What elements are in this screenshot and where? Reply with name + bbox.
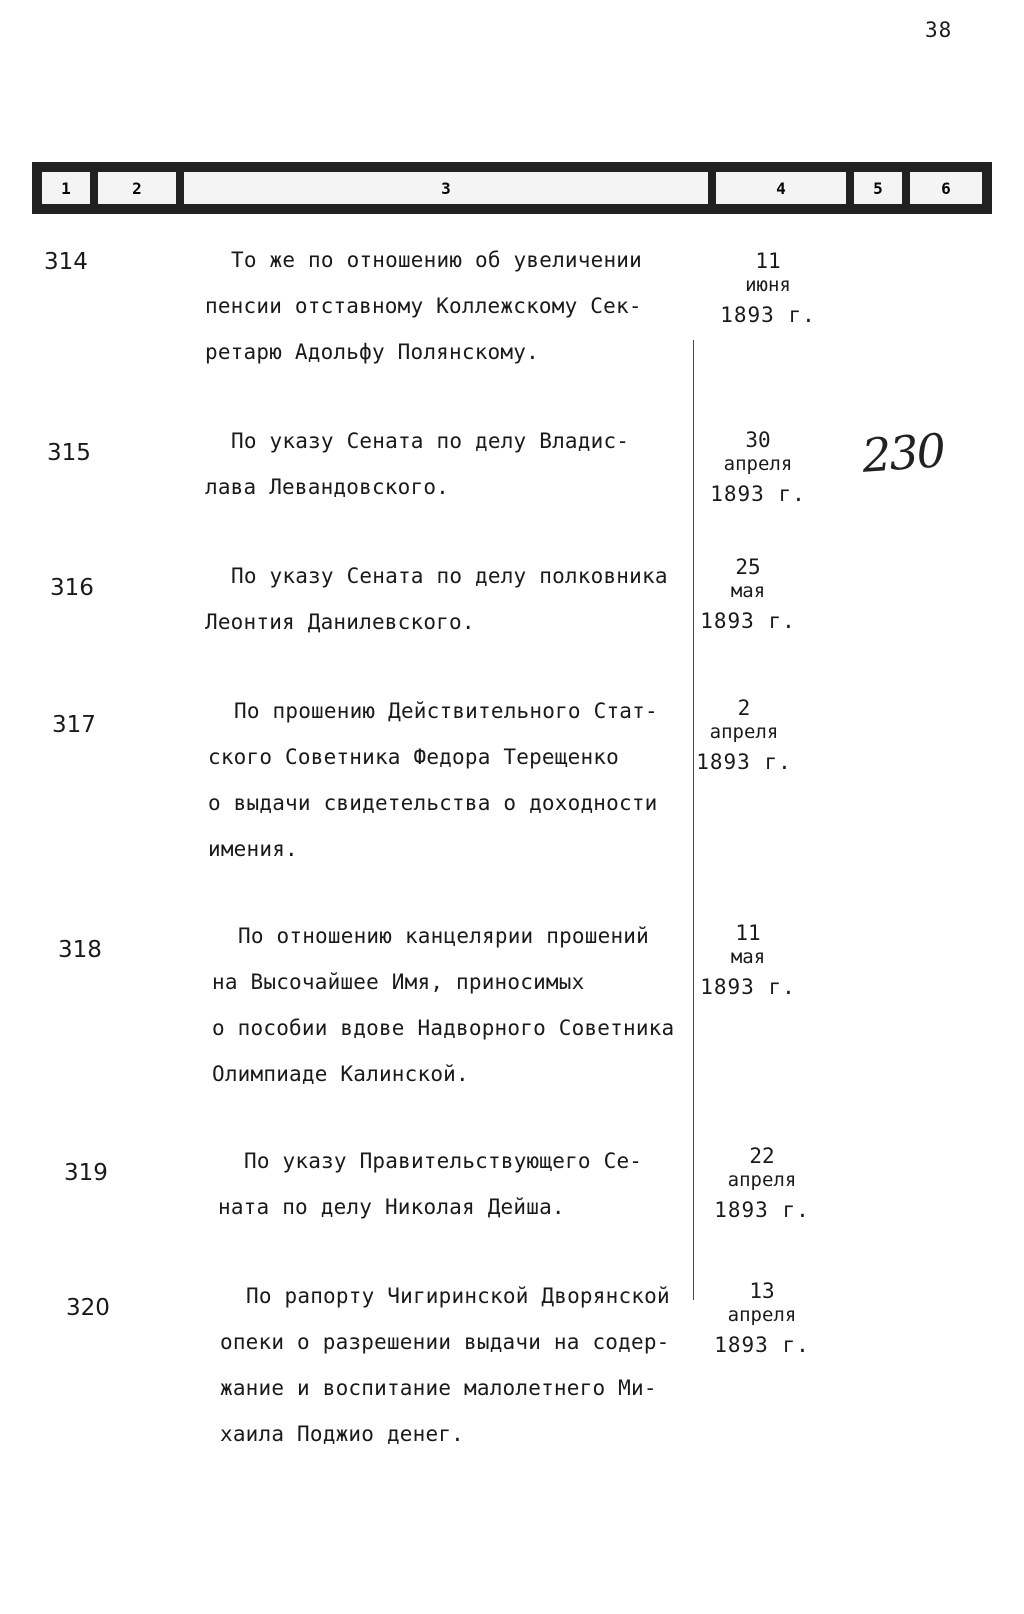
date-day: 30	[745, 428, 771, 452]
entry-line: жание и воспитание малолетнего Ми-	[220, 1376, 657, 1400]
date-month: мая	[730, 580, 766, 602]
entry-line: По рапорту Чигиринской Дворянской	[246, 1284, 670, 1308]
handwritten-margin-note: 230	[860, 423, 946, 483]
entry-number: 317	[52, 712, 96, 738]
entry-description	[212, 913, 712, 1097]
entry-line: о пособии вдове Надворного Советника	[212, 1016, 675, 1040]
date-year: 1893 г.	[700, 609, 796, 633]
entry-line: имения.	[208, 837, 298, 861]
entry-line: ната по делу Николая Дейша.	[218, 1195, 565, 1219]
header-col-4: 4	[716, 172, 846, 204]
entry-description	[205, 553, 705, 645]
entry-line: о выдачи свидетельства о доходности	[208, 791, 658, 815]
entry-number: 315	[47, 440, 91, 466]
date-month: мая	[730, 946, 766, 968]
entry-line: опеки о разрешении выдачи на содер-	[220, 1330, 670, 1354]
date-day: 11	[755, 249, 781, 273]
entry-date	[688, 921, 808, 999]
entry-date	[684, 696, 804, 774]
entry-date	[698, 428, 818, 506]
entry-date	[702, 1279, 822, 1357]
entry-line: По прошению Действительного Стат-	[234, 699, 658, 723]
page-number: 38	[925, 18, 953, 42]
header-col-5: 5	[854, 172, 902, 204]
header-col-3: 3	[184, 172, 708, 204]
date-year: 1893 г.	[714, 1333, 810, 1357]
date-year: 1893 г.	[696, 750, 792, 774]
date-month: апреля	[727, 1304, 797, 1326]
entry-line: Олимпиаде Калинской.	[212, 1062, 469, 1086]
date-year: 1893 г.	[700, 975, 796, 999]
date-day: 2	[737, 696, 751, 720]
entry-line: По отношению канцелярии прошений	[238, 924, 649, 948]
entry-date	[708, 249, 828, 327]
entry-number: 319	[64, 1160, 108, 1186]
entry-line: По указу Сената по делу полковника	[231, 564, 668, 588]
entry-description	[208, 688, 708, 872]
date-month: апреля	[727, 1169, 797, 1191]
date-day: 25	[735, 555, 761, 579]
date-year: 1893 г.	[710, 482, 806, 506]
header-col-2: 2	[98, 172, 176, 204]
entry-line: Леонтия Данилевского.	[205, 610, 475, 634]
entry-line: на Высочайшее Имя, приносимых	[212, 970, 585, 994]
date-year: 1893 г.	[714, 1198, 810, 1222]
date-day: 13	[749, 1279, 775, 1303]
entry-number: 320	[66, 1295, 110, 1321]
entry-number: 316	[50, 575, 94, 601]
date-year: 1893 г.	[720, 303, 816, 327]
entry-number: 318	[58, 937, 102, 963]
date-month: апреля	[723, 453, 793, 475]
date-day: 11	[735, 921, 761, 945]
entry-line: ского Советника Федора Терещенко	[208, 745, 619, 769]
entry-line: По указу Правительствующего Се-	[244, 1149, 643, 1173]
entry-line: По указу Сената по делу Владис-	[231, 429, 630, 453]
header-col-6: 6	[910, 172, 982, 204]
entry-date	[702, 1144, 822, 1222]
entry-line: ретарю Адольфу Полянскому.	[205, 340, 539, 364]
entry-description	[220, 1273, 720, 1457]
entry-line: хаила Поджио денег.	[220, 1422, 465, 1446]
date-month: апреля	[709, 721, 779, 743]
entry-number: 314	[44, 249, 88, 275]
entry-line: То же по отношению об увеличении	[231, 248, 642, 272]
date-day: 22	[749, 1144, 775, 1168]
table-header	[32, 162, 992, 214]
entry-description	[205, 418, 705, 510]
entry-line: лава Левандовского.	[205, 475, 450, 499]
entry-description	[205, 237, 705, 375]
entry-date	[688, 555, 808, 633]
date-month: июня	[745, 274, 791, 296]
entry-line: пенсии отставному Коллежскому Сек-	[205, 294, 642, 318]
header-col-1: 1	[42, 172, 90, 204]
entry-description	[218, 1138, 718, 1230]
